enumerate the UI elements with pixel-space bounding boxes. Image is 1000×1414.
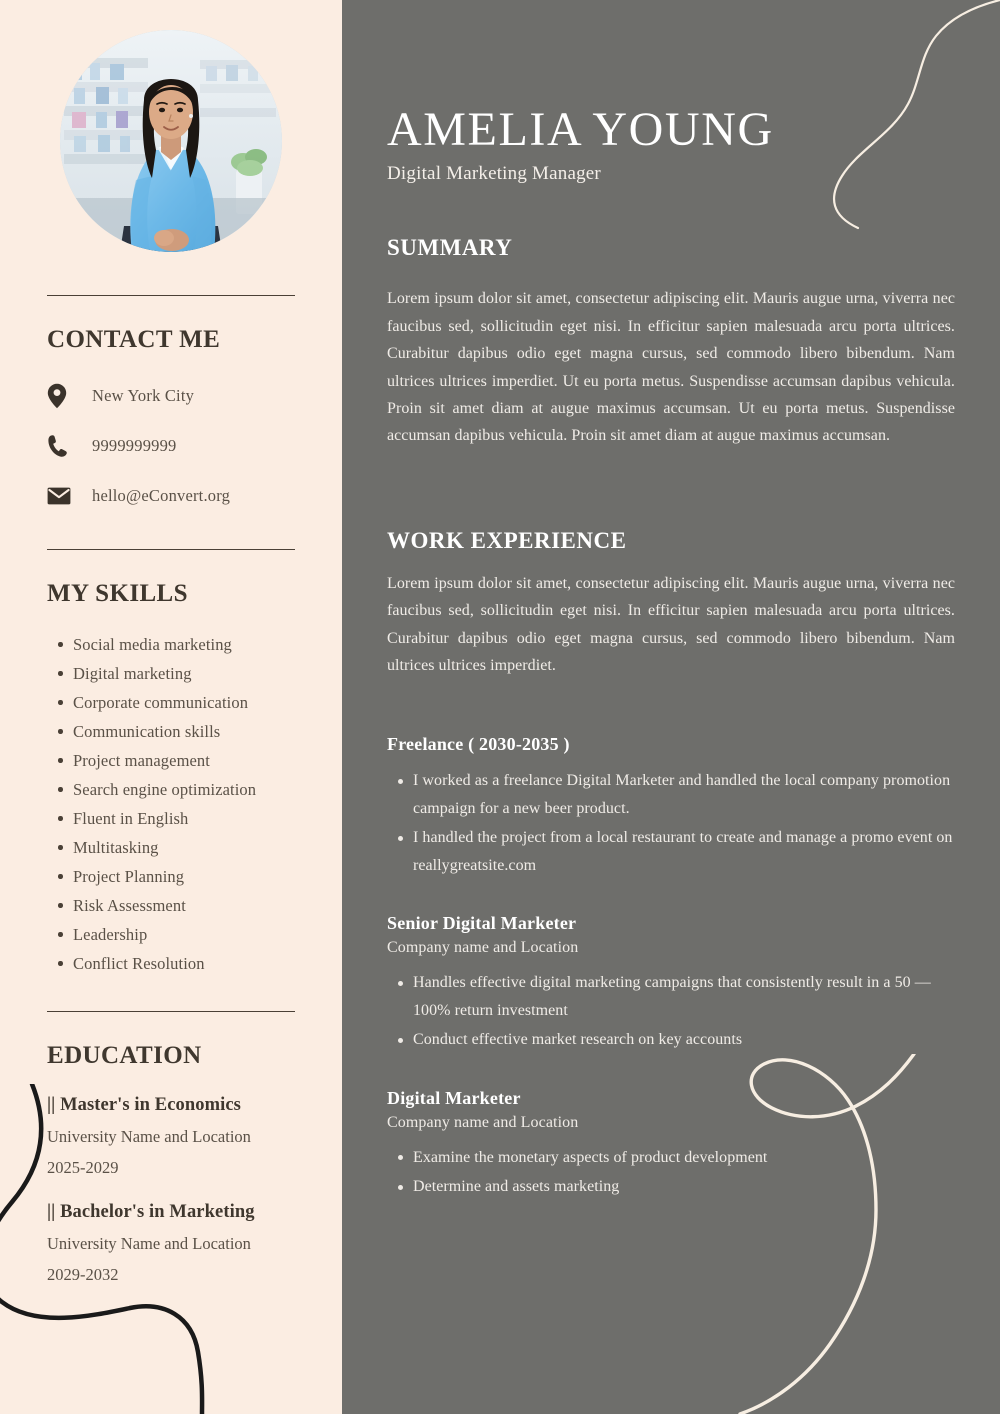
work-entry (387, 734, 955, 879)
education-years: 2025-2029 (47, 1158, 119, 1177)
list-item: Conduct effective market research on key accounts (413, 1026, 955, 1054)
education-school: University Name and Location (47, 1234, 251, 1253)
contact-location-text: New York City (92, 386, 195, 405)
envelope-icon (47, 487, 73, 505)
list-item: Search engine optimization (73, 775, 295, 804)
contact-phone-text: 9999999999 (92, 436, 177, 455)
work-entry (387, 913, 955, 1054)
contact-item-email[interactable] (47, 480, 295, 512)
work-bullets (387, 1144, 955, 1201)
work-entry (387, 1088, 955, 1201)
education-heading: EDUCATION (47, 1042, 202, 1069)
work-bullets (387, 969, 955, 1054)
list-item: I worked as a freelance Digital Marketer and handled the local company promotion campaign for a new beer product. (413, 767, 955, 822)
education-entry (47, 1202, 295, 1287)
list-item: Social media marketing (73, 630, 295, 659)
contact-list (47, 380, 295, 512)
contact-item-phone[interactable] (47, 430, 295, 462)
work-company: Company name and Location (387, 939, 579, 957)
education-degree: || Bachelor's in Marketing (47, 1202, 255, 1222)
list-item: Project management (73, 746, 295, 775)
work-intro-text: Lorem ipsum dolor sit amet, consectetur adipiscing elit. Mauris augue urna, viverra nec faucibus sed, sollicitudin eget nisi. In efficitur sapien malesuada arcu porta ultrices. Curabitur dapibus odio eget magna cursus, sed commodo libero bibendum. Nam ultrices ultrices imperdiet. (387, 574, 955, 675)
list-item: Leadership (73, 920, 295, 949)
list-item: Handles effective digital marketing campaigns that consistently result in a 50 — 100% return investment (413, 969, 955, 1024)
work-job-title: Digital Marketer (387, 1087, 521, 1108)
list-item: Examine the monetary aspects of product development (413, 1144, 955, 1172)
profile-photo-image (60, 30, 282, 252)
sidebar (0, 0, 342, 1414)
list-item: Determine and assets marketing (413, 1173, 955, 1201)
list-item: Multitasking (73, 833, 295, 862)
location-pin-icon (47, 383, 73, 409)
education-school: University Name and Location (47, 1127, 251, 1146)
list-item: I handled the project from a local restaurant to create and manage a promo event on reallygreatsite.com (413, 824, 955, 879)
summary-heading: SUMMARY (387, 235, 513, 261)
contact-email-text: hello@eConvert.org (92, 486, 231, 505)
contact-item-location[interactable] (47, 380, 295, 412)
list-item: Project Planning (73, 862, 295, 891)
education-years: 2029-2032 (47, 1265, 119, 1284)
work-company: Company name and Location (387, 1113, 579, 1131)
list-item: Communication skills (73, 717, 295, 746)
list-item: Corporate communication (73, 688, 295, 717)
work-bullets (387, 767, 955, 879)
list-item: Risk Assessment (73, 891, 295, 920)
main-panel (342, 0, 1000, 1414)
phone-icon (47, 434, 73, 458)
page-title: AMELIA YOUNG (387, 103, 774, 156)
skills-heading: MY SKILLS (47, 580, 188, 607)
profile-photo-wrap (47, 30, 295, 252)
work-job-title: Senior Digital Marketer (387, 913, 577, 934)
skills-list (47, 630, 295, 978)
work-experience-heading: WORK EXPERIENCE (387, 527, 627, 553)
summary-text: Lorem ipsum dolor sit amet, consectetur adipiscing elit. Mauris augue urna, viverra nec faucibus sed, sollicitudin eget nisi. In efficitur sapien malesuada arcu porta ultrices. Curabitur dapibus odio eget magna cursus, sed commodo libero bibendum. Nam ultrices ultrices imperdiet. Ut eu porta metus. Suspendisse accumsan dapibus vehicula. Proin sit amet diam at augue maximus accumsan. Ut eu porta metus. Suspendisse accumsan dapibus vehicula. Proin sit amet diam at augue maximus accumsan. (387, 290, 955, 445)
education-entry (47, 1095, 295, 1180)
work-job-title: Freelance ( 2030-2035 ) (387, 734, 570, 755)
education-degree: || Master's in Economics (47, 1095, 241, 1115)
job-role-subtitle: Digital Marketing Manager (387, 163, 601, 185)
contact-heading: CONTACT ME (47, 326, 221, 353)
list-item: Digital marketing (73, 659, 295, 688)
list-item: Fluent in English (73, 804, 295, 833)
list-item: Conflict Resolution (73, 949, 295, 978)
avatar (60, 30, 282, 252)
